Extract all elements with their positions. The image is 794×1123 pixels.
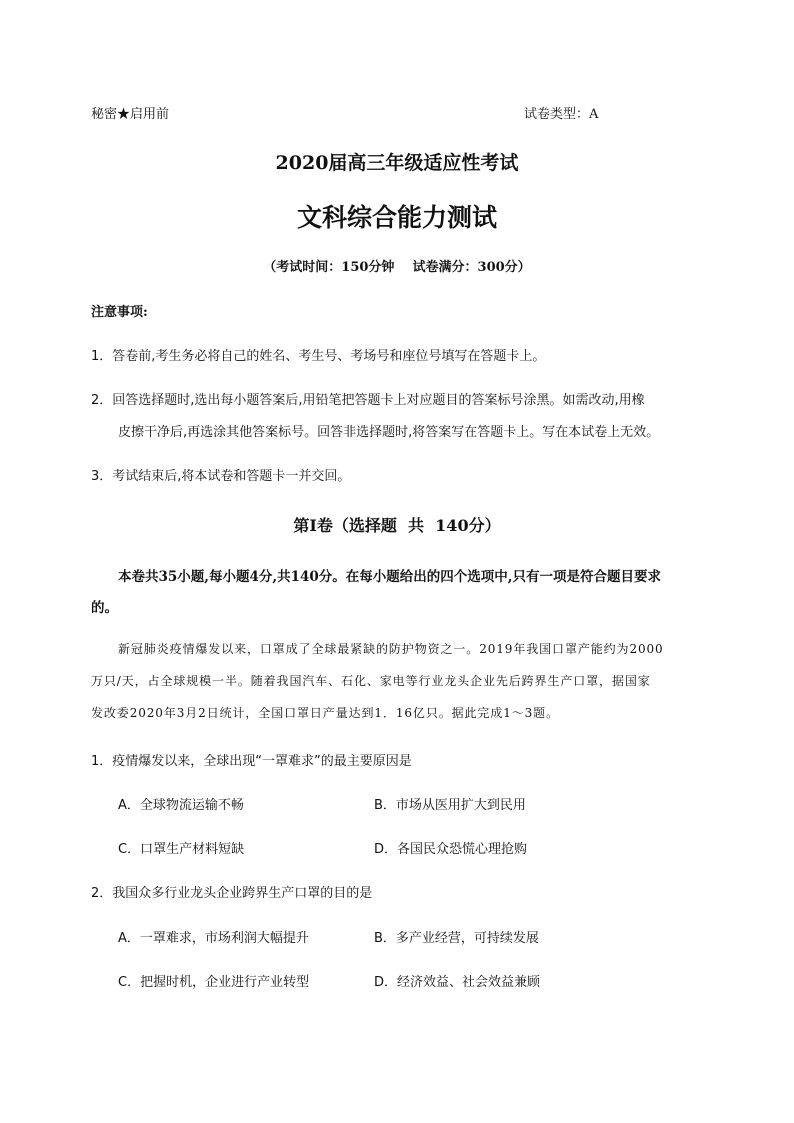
question-1-option-b: B．市场从医用扩大到民用 xyxy=(374,798,526,813)
question-2-option-a: A．一罩难求，市场利润大幅提升 xyxy=(118,931,309,946)
question-1-stem: 1．疫情爆发以来，全球出现“一罩难求”的最主要原因是 xyxy=(91,754,412,769)
exam-title: 2020届高三年级适应性考试 xyxy=(275,152,519,174)
confidential-label: 秘密★启用前 xyxy=(91,107,170,122)
passage-line-1: 新冠肺炎疫情爆发以来，口罩成了全球最紧缺的防护物资之一。2019年我国口罩产能约为2000 xyxy=(118,642,664,656)
note-item-2-continued: 皮擦干净后,再选涂其他答案标号。回答非选择题时,将答案写在答题卡上。写在本试卷上无效。 xyxy=(118,425,660,440)
passage-line-3: 发改委2020年3月2日统计，全国口罩日产量达到1．16亿只。据此完成1～3题。 xyxy=(91,706,559,720)
question-2-option-b: B．多产业经营，可持续发展 xyxy=(374,931,539,946)
section-title: 第Ⅰ卷（选择题 共 140分） xyxy=(293,516,501,535)
paper-type-label: 试卷类型：A xyxy=(524,107,599,122)
notes-heading: 注意事项: xyxy=(91,305,148,320)
section-instruction-line1: 本卷共35小题,每小题4分,共140分。在每小题给出的四个选项中,只有一项是符合题目要求 xyxy=(118,569,661,585)
note-item-3: 3．考试结束后,将本试卷和答题卡一并交回。 xyxy=(91,469,351,484)
question-1-option-c: C．口罩生产材料短缺 xyxy=(118,842,245,857)
passage-line-2: 万只/天，占全球规模一半。随着我国汽车、石化、家电等行业龙头企业先后跨界生产口罩，据国家 xyxy=(91,674,651,688)
exam-time-info: （考试时间：150分钟 试卷满分：300分） xyxy=(263,260,531,275)
note-item-1: 1．答卷前,考生务必将自己的姓名、考生号、考场号和座位号填写在答题卡上。 xyxy=(91,349,546,364)
section-instruction-line2: 的。 xyxy=(91,600,118,616)
exam-subject-title: 文科综合能力测试 xyxy=(296,203,497,232)
question-2-stem: 2．我国众多行业龙头企业跨界生产口罩的目的是 xyxy=(91,886,373,901)
question-1-option-a: A．全球物流运输不畅 xyxy=(118,798,244,813)
question-2-option-c: C．把握时机，企业进行产业转型 xyxy=(118,975,310,990)
question-1-option-d: D．各国民众恐慌心理抢购 xyxy=(374,842,528,857)
question-2-option-d: D．经济效益、社会效益兼顾 xyxy=(374,975,541,990)
note-item-2: 2．回答选择题时,选出每小题答案后,用铅笔把答题卡上对应题目的答案标号涂黑。如需改动,用橡 xyxy=(91,393,645,408)
